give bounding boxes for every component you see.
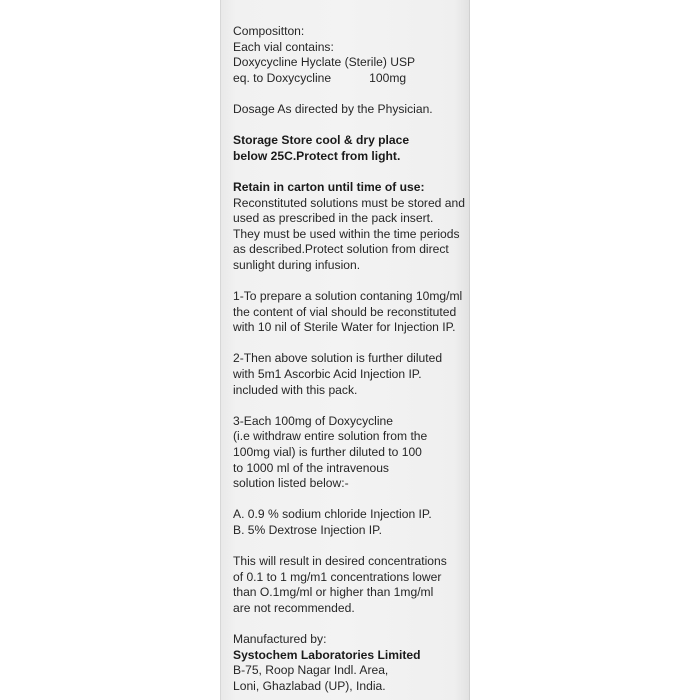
composition-heading: Compositton: [233,24,305,38]
step3-line-4: to 1000 ml of the intravenous [233,460,389,475]
step1-line-2: the content of vial should be reconstituted [233,304,457,319]
concentration-line-2: of 0.1 to 1 mg/m1 concentrations lower [233,569,442,584]
step2-block [233,351,465,398]
active-ingredient-line: Doxycycline Hyclate (Sterile) USP [233,55,416,70]
solutions-block [233,507,465,538]
storage-line-1: Storage Store cool & dry place [233,133,410,148]
equivalent-label: eq. to Doxycycline [233,70,332,85]
equivalent-value: 100mg [369,70,407,85]
retain-line-2: used as prescribed in the pack insert. [233,211,434,226]
storage-line-2: below 25C.Protect from light. [233,148,401,163]
step3-line-2: (i.e withdraw entire solution from the [233,429,428,444]
carton-label-text [233,24,465,700]
concentration-line-3: than O.1mg/ml or higher than 1mg/ml [233,585,434,600]
storage-block [233,133,465,164]
step3-line-5: solution listed below:- [233,476,349,491]
solution-b: B. 5% Dextrose Injection IP. [233,523,383,537]
retain-block [233,180,465,274]
step1-block [233,289,465,336]
step1-line-3: with 10 nil of Sterile Water for Injection IP. [233,320,456,335]
equivalent-line [233,71,465,87]
manufacturer-address-1: B-75, Roop Nagar Indl. Area, [233,663,389,678]
manufacturer-block [233,632,465,694]
dosage-block [233,102,465,118]
retain-heading: Retain in carton until time of use: [233,179,425,194]
solution-a: A. 0.9 % sodium chloride Injection IP. [233,507,432,522]
step3-line-3: 100mg vial) is further diluted to 100 [233,445,422,460]
step1-line-1: 1-To prepare a solution contaning 10mg/ml [233,289,463,304]
dosage-line: Dosage As directed by the Physician. [233,101,433,116]
retain-line-1: Reconstituted solutions must be stored and [233,195,465,210]
manufacturer-name: Systochem Laboratories Limited [233,647,421,662]
step3-block [233,414,465,492]
vial-contains-line: Each vial contains: [233,39,334,54]
step2-line-1: 2-Then above solution is further diluted [233,351,443,366]
retain-line-3: They must be used within the time periods [233,226,460,241]
concentration-block [233,554,465,616]
concentration-line-1: This will result in desired concentrations [233,554,447,569]
manufacturer-address-2: Loni, Ghazlabad (UP), India. [233,678,386,693]
manufacturer-label: Manufactured by: [233,632,327,647]
step2-line-2: with 5m1 Ascorbic Acid Injection IP. [233,367,422,382]
retain-line-4: as described.Protect solution from direct [233,242,449,257]
step3-line-1: 3-Each 100mg of Doxycycline [233,413,393,428]
retain-line-5: sunlight during infusion. [233,257,361,272]
composition-block [233,24,465,86]
concentration-line-4: are not recommended. [233,600,355,615]
step2-line-3: included with this pack. [233,382,358,397]
